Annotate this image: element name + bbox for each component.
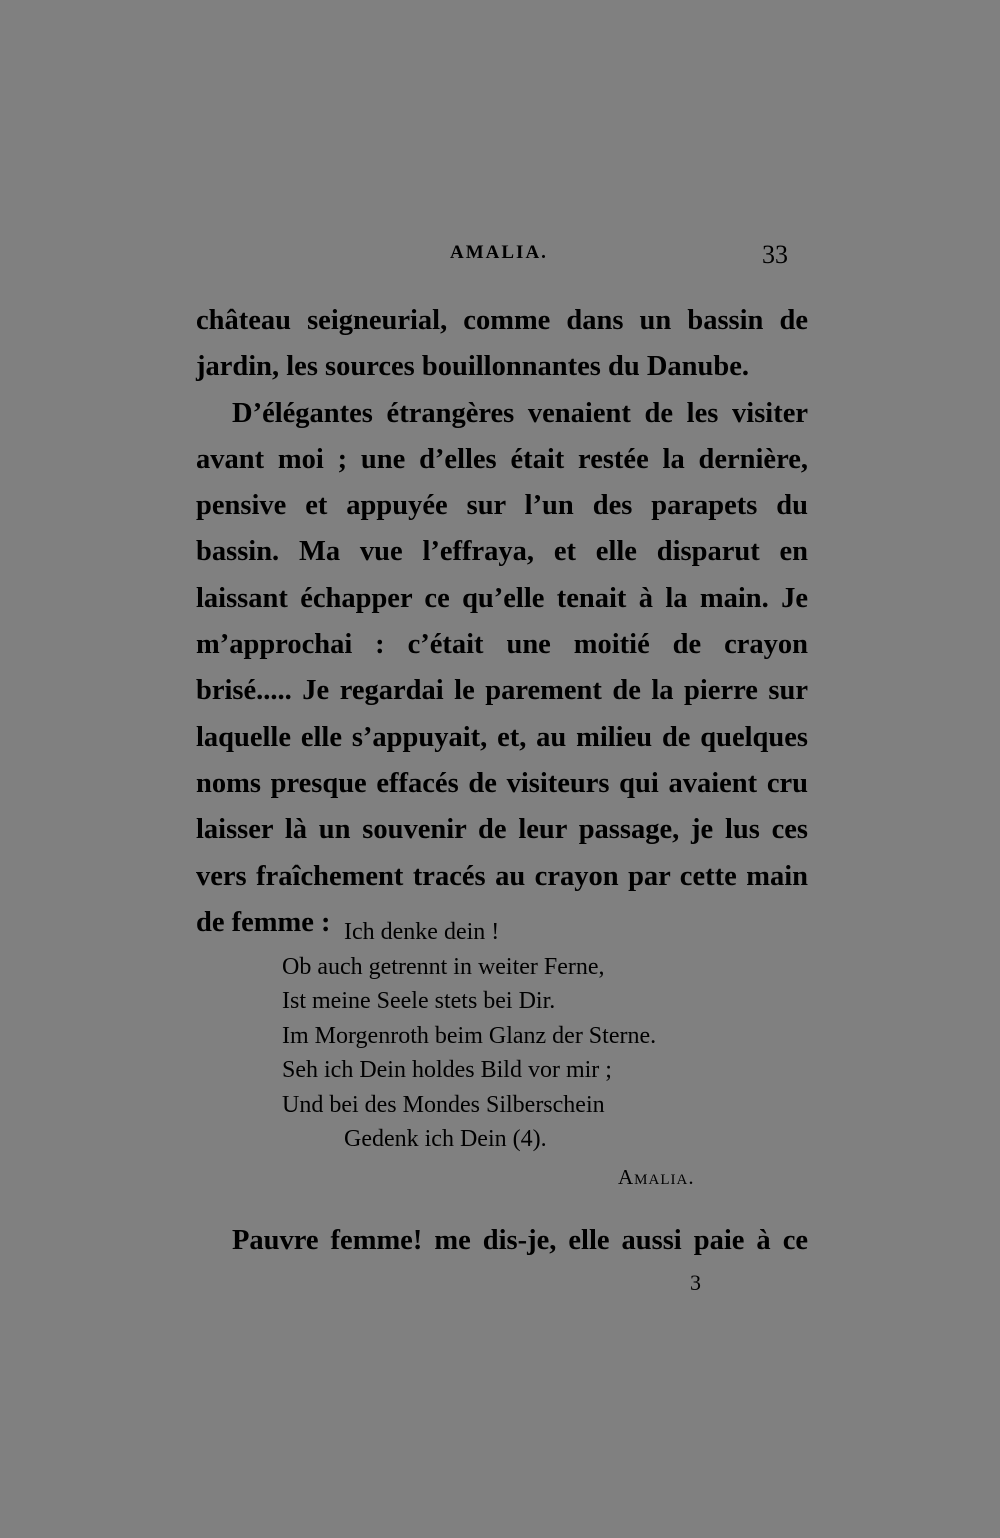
poem-line: Seh ich Dein holdes Bild vor mir ;	[282, 1057, 612, 1083]
body-text	[196, 298, 808, 946]
poem-line: Im Morgenroth beim Glanz der Sterne.	[282, 1022, 657, 1049]
paragraph: château seigneurial, comme dans un bassin de jardin, les sources bouillonnantes du Danube.	[196, 305, 808, 383]
poem-line: Gedenk ich Dein (4).	[344, 1126, 547, 1152]
closing-line: Pauvre femme! me dis-je, elle aussi paie à ce	[232, 1225, 808, 1256]
poem	[282, 915, 656, 1157]
paragraph: D’élégantes étrangères venaient de les visiter avant moi ; une d’elles était restée la dernière, pensive et appuyée sur l’un des parapets du bassin. Ma vue l’effraya, et elle disparut en laissant échapper ce qu’elle tenait à la main. Je m’approchai : c’était une moitié de crayon brisé..... Je regardai le parement de la pierre sur laquelle elle s’appuyait, et, au milieu de quelques noms presque effacés de visiteurs qui avaient cru laisser là un souvenir de leur passage, je lus ces vers fraîchement tracés au crayon par cette main de femme :	[196, 397, 808, 938]
poem-line: Ist meine Seele stets bei Dir.	[282, 988, 556, 1014]
signature-mark: 3	[690, 1270, 701, 1295]
poem-line: Und bei des Mondes Silberschein	[282, 1091, 605, 1118]
page-number: 33	[762, 240, 788, 269]
running-title: AMALIA.	[450, 242, 548, 263]
poem-line: Ob auch getrennt in weiter Ferne,	[282, 953, 605, 980]
poem-signature: Amalia.	[618, 1165, 695, 1189]
poem-line: Ich denke dein !	[344, 919, 500, 945]
